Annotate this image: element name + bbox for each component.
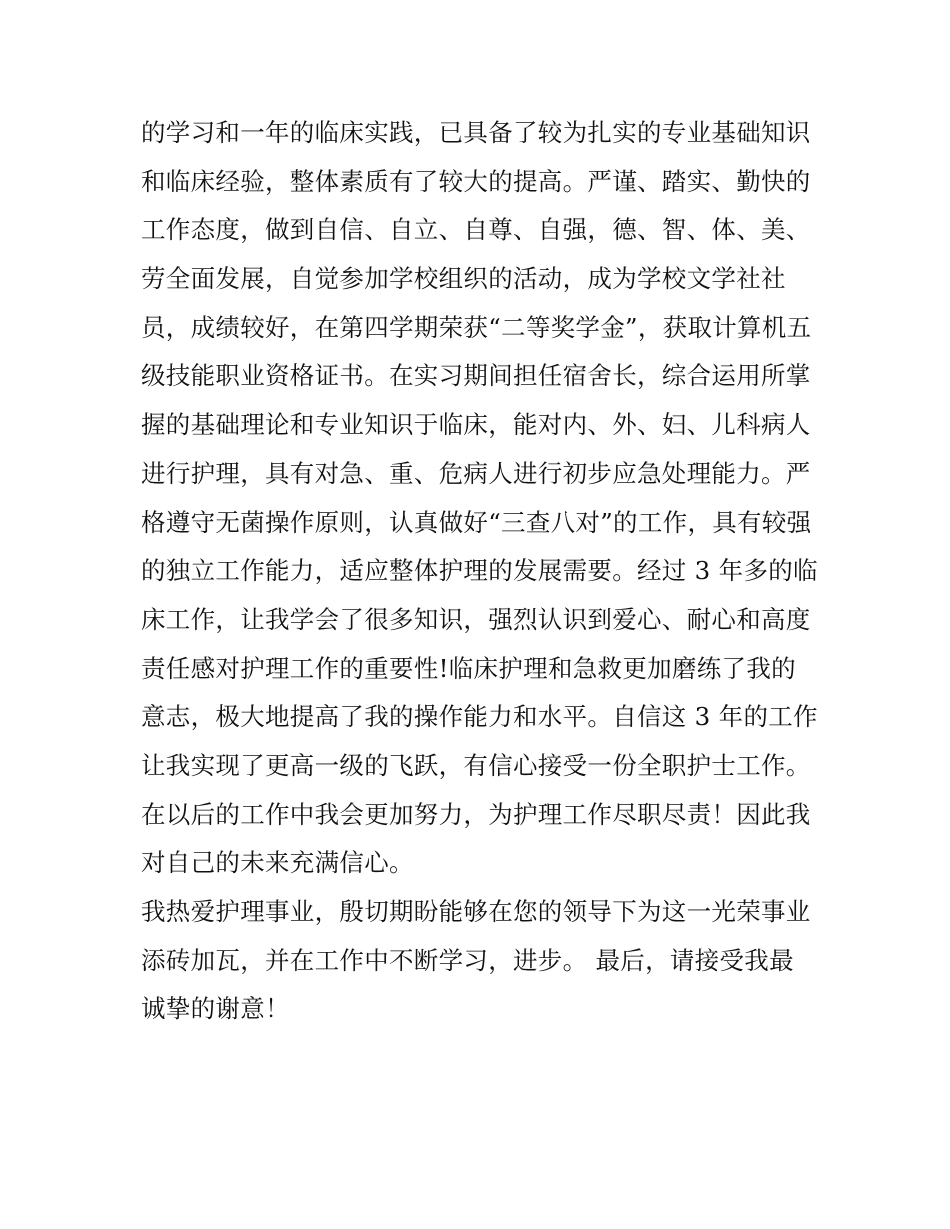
text-line: 和临床经验，整体素质有了较大的提高。严谨、踏实、勤快的 bbox=[141, 166, 811, 196]
text-line: 的独立工作能力，适应整体护理的发展需要。经过 3 年多的临 bbox=[141, 556, 818, 586]
text-line: 诚挚的谢意！ bbox=[141, 994, 290, 1024]
text-line: 的学习和一年的临床实践，已具备了较为扎实的专业基础知识 bbox=[141, 118, 811, 147]
text-line: 进行护理，具有对急、重、危病人进行初步应急处理能力。严 bbox=[141, 458, 811, 488]
text-line: 员，成绩较好，在第四学期荣获“二等奖学金”，获取计算机五 bbox=[141, 312, 812, 342]
text-line: 添砖加瓦，并在工作中不断学习，进步。 最后，请接受我最 bbox=[141, 945, 794, 975]
text-line: 意志，极大地提高了我的操作能力和水平。自信这 3 年的工作 bbox=[141, 702, 818, 732]
document-body bbox=[141, 109, 821, 1034]
text-line: 床工作，让我学会了很多知识，强烈认识到爱心、耐心和高度 bbox=[141, 604, 811, 634]
text-line: 级技能职业资格证书。在实习期间担任宿舍长，综合运用所掌 bbox=[141, 361, 811, 391]
text-line: 责任感对护理工作的重要性!临床护理和急救更加磨练了我的 bbox=[141, 653, 796, 683]
text-line: 握的基础理论和专业知识于临床，能对内、外、妇、儿科病人 bbox=[141, 410, 811, 440]
text-line: 劳全面发展，自觉参加学校组织的活动，成为学校文学社社 bbox=[141, 264, 786, 294]
text-line: 格遵守无菌操作原则，认真做好“三查八对”的工作，具有较强 bbox=[141, 507, 812, 537]
text-line: 在以后的工作中我会更加努力，为护理工作尽职尽责！因此我 bbox=[141, 799, 811, 829]
text-line: 对自己的未来充满信心。 bbox=[141, 848, 414, 878]
text-line: 工作态度，做到自信、自立、自尊、自强，德、智、体、美、 bbox=[141, 215, 811, 245]
text-line: 我热爱护理事业，殷切期盼能够在您的领导下为这一光荣事业 bbox=[141, 897, 811, 926]
text-line: 让我实现了更高一级的飞跃，有信心接受一份全职护士工作。 bbox=[141, 750, 811, 780]
